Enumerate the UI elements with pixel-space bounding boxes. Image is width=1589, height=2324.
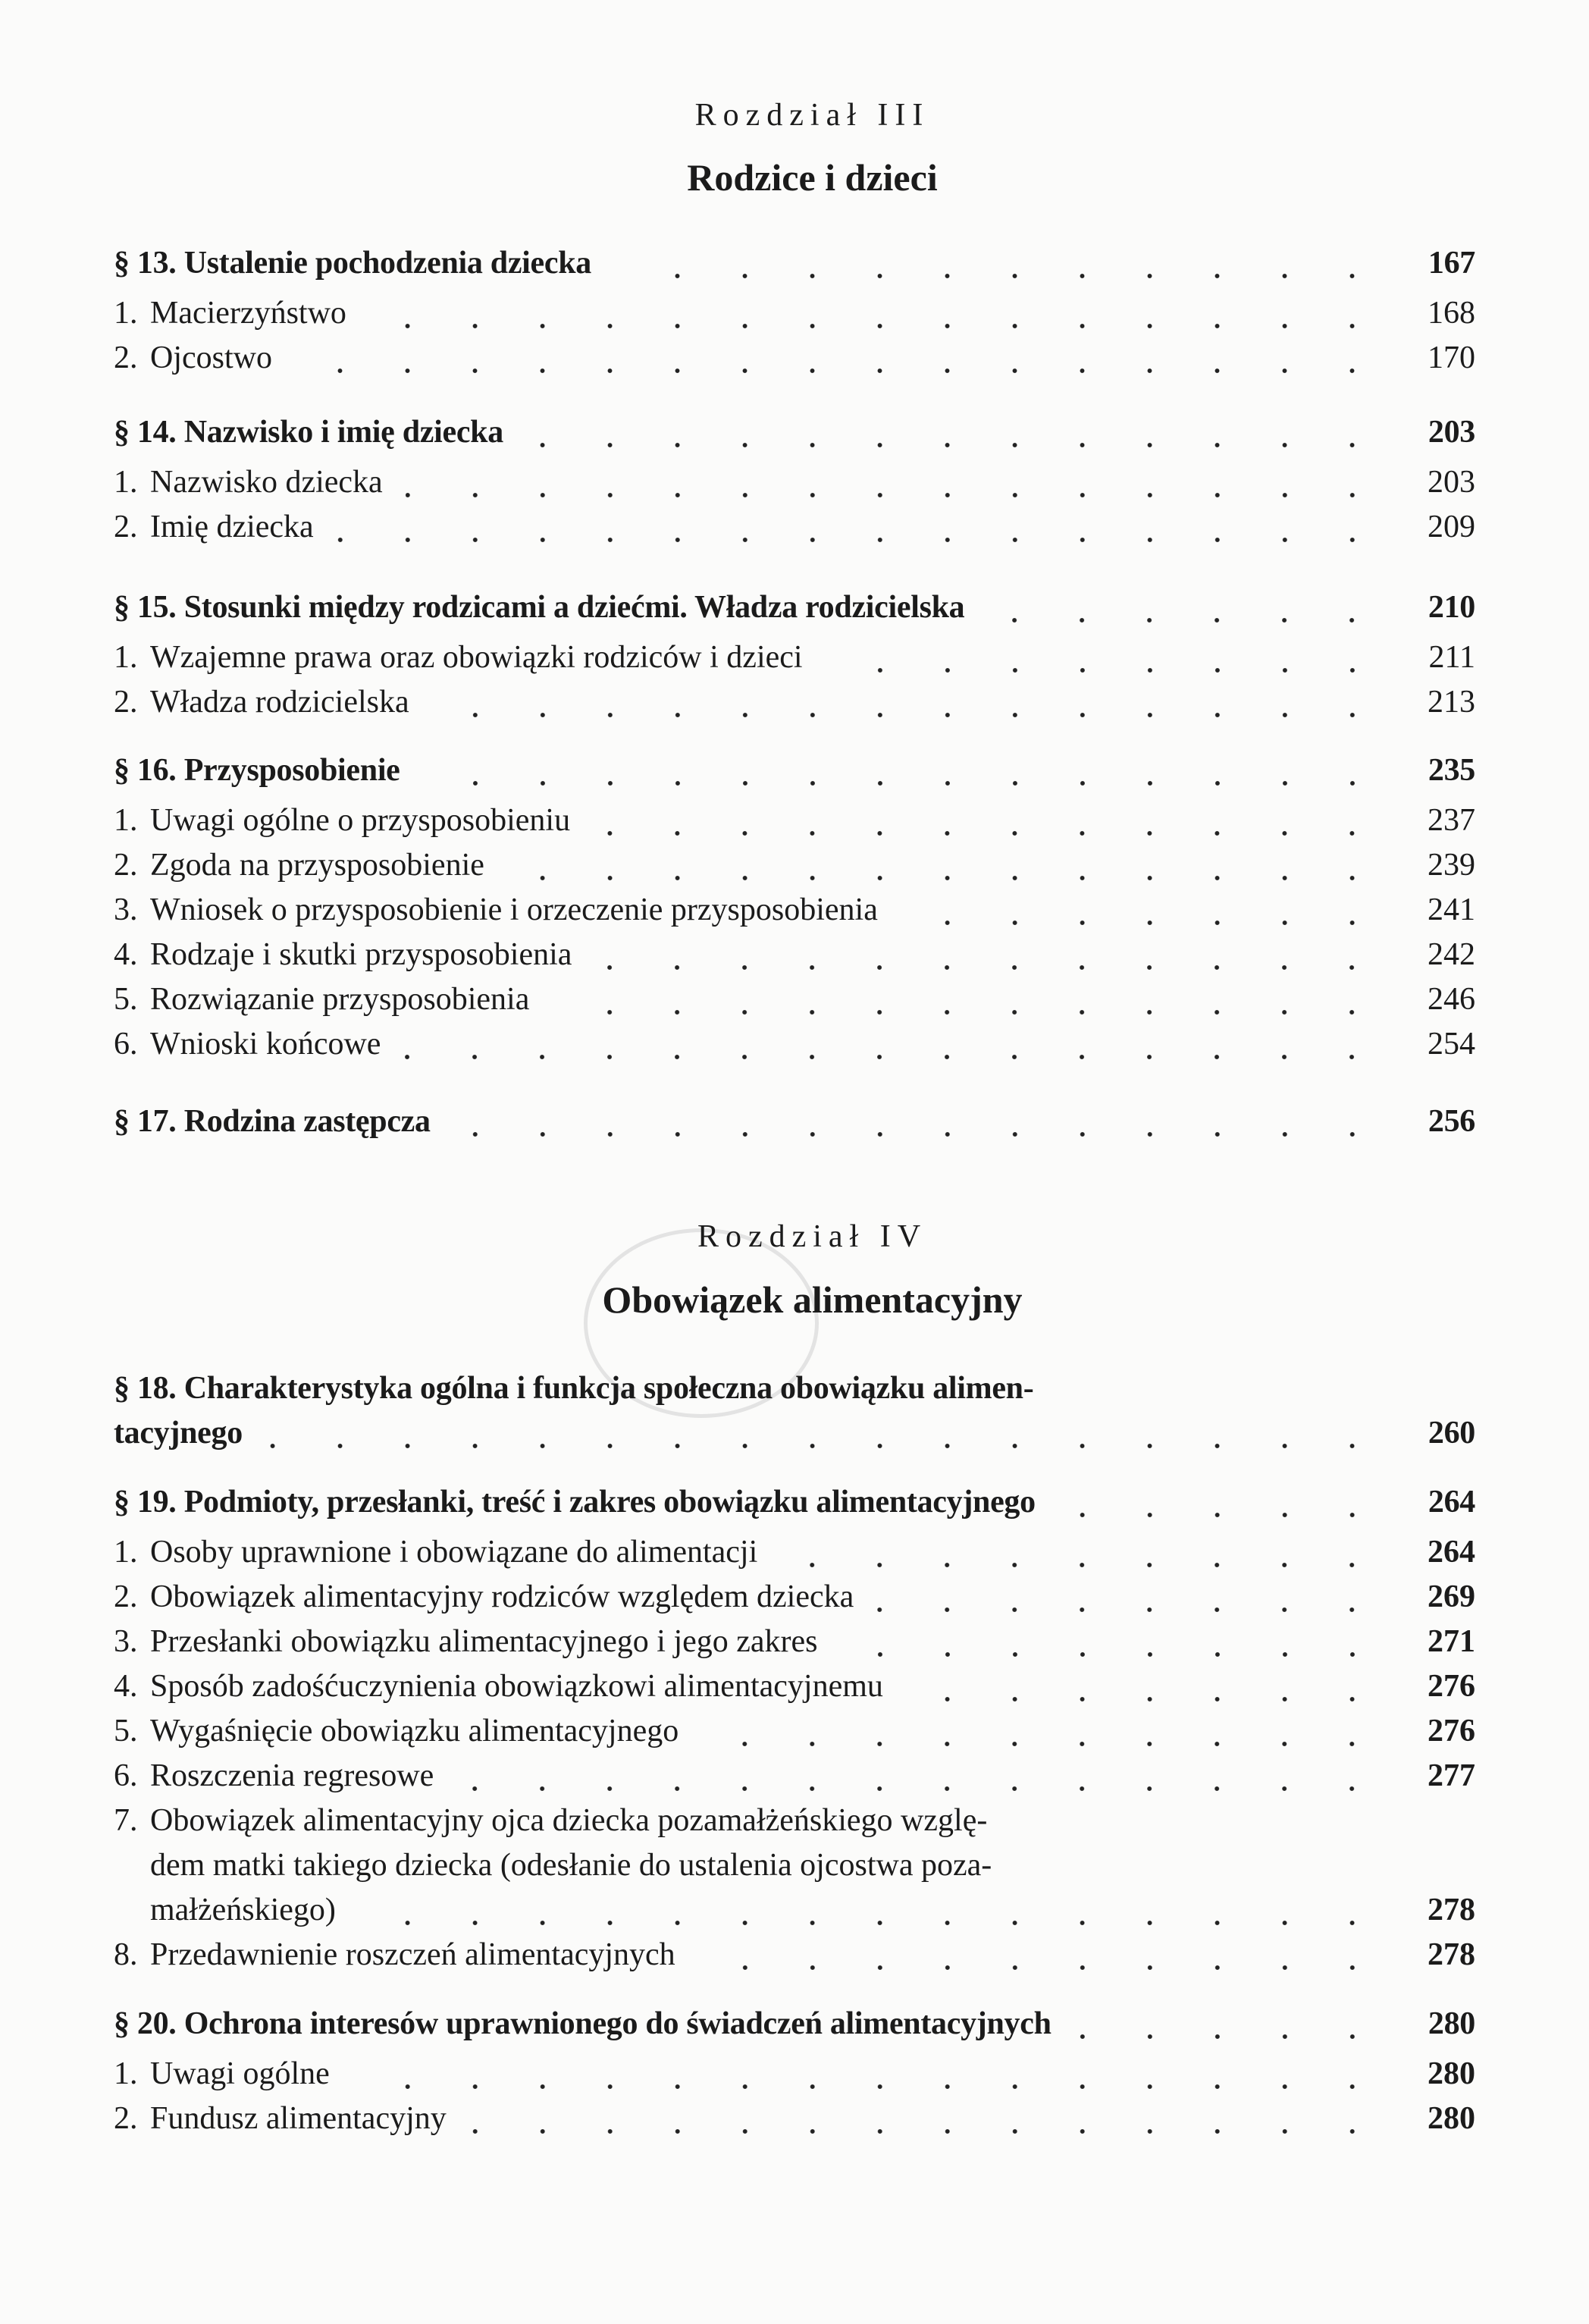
section-heading-text: tacyjnego bbox=[114, 1416, 243, 1451]
item-text: Wniosek o przysposobienie i orzeczenie przysposobienia bbox=[150, 892, 878, 927]
item-number: 2. bbox=[114, 340, 138, 375]
dot-leader bbox=[403, 1022, 1386, 1067]
dot-leader bbox=[698, 1933, 1386, 1977]
item-number: 1. bbox=[114, 465, 138, 500]
toc-item bbox=[114, 680, 1475, 725]
chapter-label: Rozdział IV bbox=[697, 1219, 928, 1254]
dot-leader bbox=[353, 2052, 1386, 2097]
item-number: 1. bbox=[114, 296, 138, 331]
item-text: dem matki takiego dziecka (odesłanie do ustalenia ojcostwa poza- bbox=[150, 1848, 992, 1883]
page-number: 276 bbox=[1428, 1714, 1475, 1748]
toc-item bbox=[114, 1575, 1475, 1620]
dot-leader bbox=[406, 460, 1386, 505]
page-number: 280 bbox=[1428, 2101, 1475, 2136]
page-number: 211 bbox=[1428, 640, 1475, 675]
dot-leader bbox=[987, 585, 1386, 630]
item-number: 7. bbox=[114, 1803, 138, 1838]
item-number: 2. bbox=[114, 510, 138, 544]
section-heading bbox=[114, 1480, 1475, 1525]
page-number: 260 bbox=[1428, 1416, 1475, 1451]
item-text: Zgoda na przysposobienie bbox=[150, 848, 484, 883]
dot-leader bbox=[265, 1411, 1386, 1456]
toc-item bbox=[114, 505, 1475, 550]
toc-item bbox=[114, 843, 1475, 888]
page-number: 254 bbox=[1428, 1027, 1475, 1062]
dot-leader bbox=[295, 336, 1386, 381]
dot-leader bbox=[359, 1888, 1386, 1933]
dot-leader bbox=[614, 241, 1386, 286]
section-heading-text: § 14. Nazwisko i imię dziecka bbox=[114, 415, 503, 450]
section-heading bbox=[114, 2002, 1475, 2046]
page-number: 210 bbox=[1428, 590, 1475, 625]
page-number: 167 bbox=[1428, 246, 1475, 281]
dot-leader bbox=[594, 933, 1386, 977]
page-number: 278 bbox=[1428, 1893, 1475, 1927]
dot-leader bbox=[593, 798, 1386, 843]
page-number: 277 bbox=[1428, 1758, 1475, 1793]
item-number: 2. bbox=[114, 848, 138, 883]
item-number: 4. bbox=[114, 937, 138, 972]
page-number: 242 bbox=[1428, 937, 1475, 972]
dot-leader bbox=[507, 843, 1386, 888]
item-text: Obowiązek alimentacyjny ojca dziecka pozamałżeńskiego wzglę- bbox=[150, 1803, 988, 1838]
toc-item bbox=[114, 1022, 1475, 1067]
item-number: 5. bbox=[114, 1714, 138, 1748]
dot-leader bbox=[876, 1575, 1386, 1620]
page-number: 170 bbox=[1428, 340, 1475, 375]
section-heading-text: § 20. Ochrona interesów uprawnionego do świadczeń alimentacyjnych bbox=[114, 2006, 1051, 2041]
toc-item bbox=[114, 1799, 1475, 1843]
section-heading bbox=[114, 241, 1475, 286]
section-heading-text: § 13. Ustalenie pochodzenia dziecka bbox=[114, 246, 591, 281]
page-number: 271 bbox=[1428, 1624, 1475, 1659]
toc-item bbox=[114, 635, 1475, 680]
toc-section bbox=[114, 241, 1475, 381]
item-number: 1. bbox=[114, 803, 138, 838]
item-text: Rodzaje i skutki przysposobienia bbox=[150, 937, 572, 972]
item-number: 2. bbox=[114, 1579, 138, 1614]
page-number: 264 bbox=[1428, 1535, 1475, 1570]
chapter-label: Rozdział III bbox=[694, 98, 930, 133]
toc-item bbox=[114, 1888, 1475, 1933]
page-number: 168 bbox=[1428, 296, 1475, 331]
dot-leader bbox=[432, 680, 1386, 725]
dot-leader bbox=[1074, 2002, 1386, 2046]
item-text: Osoby uprawnione i obowiązane do alimentacji bbox=[150, 1535, 758, 1570]
page-number: 239 bbox=[1428, 848, 1475, 883]
dot-leader bbox=[369, 291, 1386, 336]
item-text: Przesłanki obowiązku alimentacyjnego i jego zakres bbox=[150, 1624, 818, 1659]
item-text: Władza rodzicielska bbox=[150, 685, 409, 720]
item-number: 1. bbox=[114, 2056, 138, 2091]
section-heading-text: § 16. Przysposobienie bbox=[114, 753, 400, 788]
page-number: 269 bbox=[1428, 1579, 1475, 1614]
section-heading bbox=[114, 585, 1475, 630]
page-number: 278 bbox=[1428, 1937, 1475, 1972]
item-text: Wzajemne prawa oraz obowiązki rodziców i dzieci bbox=[150, 640, 803, 675]
page-number: 280 bbox=[1428, 2006, 1475, 2041]
page-number: 203 bbox=[1428, 415, 1475, 450]
page-number: 280 bbox=[1428, 2056, 1475, 2091]
item-text: Przedawnienie roszczeń alimentacyjnych bbox=[150, 1937, 675, 1972]
toc-section bbox=[114, 748, 1475, 1067]
item-number: 2. bbox=[114, 685, 138, 720]
section-heading bbox=[114, 1366, 1475, 1411]
dot-leader bbox=[453, 1099, 1386, 1144]
page-number: 237 bbox=[1428, 803, 1475, 838]
item-number: 3. bbox=[114, 892, 138, 927]
item-text: Sposób zadośćuczynienia obowiązkowi alimentacyjnemu bbox=[150, 1669, 883, 1704]
item-text: Rozwiązanie przysposobienia bbox=[150, 982, 530, 1017]
item-text: Nazwisko dziecka bbox=[150, 465, 383, 500]
item-text: Imię dziecka bbox=[150, 510, 314, 544]
item-number: 6. bbox=[114, 1027, 138, 1062]
item-number: 3. bbox=[114, 1624, 138, 1659]
section-heading-text: § 18. Charakterystyka ogólna i funkcja społeczna obowiązku alimen- bbox=[114, 1371, 1034, 1406]
dot-leader bbox=[337, 505, 1386, 550]
toc-item bbox=[114, 1709, 1475, 1754]
dot-leader bbox=[1058, 1480, 1386, 1525]
chapter-title: Obowiązek alimentacyjny bbox=[602, 1278, 1023, 1321]
toc-section bbox=[114, 585, 1475, 725]
toc-item bbox=[114, 1620, 1475, 1664]
toc-item bbox=[114, 888, 1475, 933]
page-number: 276 bbox=[1428, 1669, 1475, 1704]
item-number: 6. bbox=[114, 1758, 138, 1793]
item-text: Fundusz alimentacyjny bbox=[150, 2101, 447, 2136]
dot-leader bbox=[701, 1709, 1386, 1754]
dot-leader bbox=[901, 888, 1386, 933]
page-number: 241 bbox=[1428, 892, 1475, 927]
toc-section bbox=[114, 1366, 1475, 1456]
section-heading bbox=[114, 1411, 1475, 1456]
item-number: 5. bbox=[114, 982, 138, 1017]
item-text: Macierzyństwo bbox=[150, 296, 346, 331]
toc-item bbox=[114, 460, 1475, 505]
item-text: Uwagi ogólne o przysposobieniu bbox=[150, 803, 571, 838]
dot-leader bbox=[552, 977, 1386, 1022]
toc-item bbox=[114, 291, 1475, 336]
item-number: 1. bbox=[114, 1535, 138, 1570]
section-heading bbox=[114, 1099, 1475, 1144]
toc-item bbox=[114, 1933, 1475, 1977]
item-number: 4. bbox=[114, 1669, 138, 1704]
dot-leader bbox=[456, 1754, 1386, 1799]
page-number: 213 bbox=[1428, 685, 1475, 720]
page-number: 246 bbox=[1428, 982, 1475, 1017]
chapter-title: Rodzice i dzieci bbox=[687, 156, 938, 199]
section-heading-text: § 17. Rodzina zastępcza bbox=[114, 1104, 431, 1139]
item-number: 8. bbox=[114, 1937, 138, 1972]
dot-leader bbox=[423, 748, 1386, 793]
page-number: 203 bbox=[1428, 465, 1475, 500]
toc-item bbox=[114, 933, 1475, 977]
toc-item bbox=[114, 977, 1475, 1022]
toc-item bbox=[114, 336, 1475, 381]
dot-leader bbox=[841, 1620, 1386, 1664]
page-number: 256 bbox=[1428, 1104, 1475, 1139]
item-text: małżeńskiego) bbox=[150, 1893, 336, 1927]
page-number: 209 bbox=[1428, 510, 1475, 544]
toc-item bbox=[114, 2052, 1475, 2097]
toc-section bbox=[114, 410, 1475, 550]
dot-leader bbox=[526, 410, 1386, 455]
section-heading bbox=[114, 410, 1475, 455]
item-number: 2. bbox=[114, 2101, 138, 2136]
section-heading-text: § 19. Podmioty, przesłanki, treść i zakres obowiązku alimentacyjnego bbox=[114, 1485, 1036, 1520]
toc-item bbox=[114, 1843, 1475, 1888]
dot-leader bbox=[469, 2097, 1386, 2141]
item-text: Wygaśnięcie obowiązku alimentacyjnego bbox=[150, 1714, 679, 1748]
section-heading bbox=[114, 748, 1475, 793]
section-heading-text: § 15. Stosunki między rodzicami a dziećmi. Władza rodzicielska bbox=[114, 590, 965, 625]
toc-item bbox=[114, 1664, 1475, 1709]
toc-item bbox=[114, 1754, 1475, 1799]
item-text: Wnioski końcowe bbox=[150, 1027, 381, 1062]
page-number: 264 bbox=[1428, 1485, 1475, 1520]
item-text: Uwagi ogólne bbox=[150, 2056, 330, 2091]
toc-section bbox=[114, 2002, 1475, 2141]
toc-section bbox=[114, 1099, 1475, 1144]
dot-leader bbox=[780, 1530, 1386, 1575]
item-text: Roszczenia regresowe bbox=[150, 1758, 434, 1793]
page-number: 235 bbox=[1428, 753, 1475, 788]
item-text: Ojcostwo bbox=[150, 340, 272, 375]
item-text: Obowiązek alimentacyjny rodziców względem dziecka bbox=[150, 1579, 854, 1614]
toc-item bbox=[114, 2097, 1475, 2141]
toc-item bbox=[114, 1530, 1475, 1575]
toc-section bbox=[114, 1480, 1475, 1977]
dot-leader bbox=[826, 635, 1386, 680]
item-number: 1. bbox=[114, 640, 138, 675]
dot-leader bbox=[906, 1664, 1386, 1709]
toc-item bbox=[114, 798, 1475, 843]
